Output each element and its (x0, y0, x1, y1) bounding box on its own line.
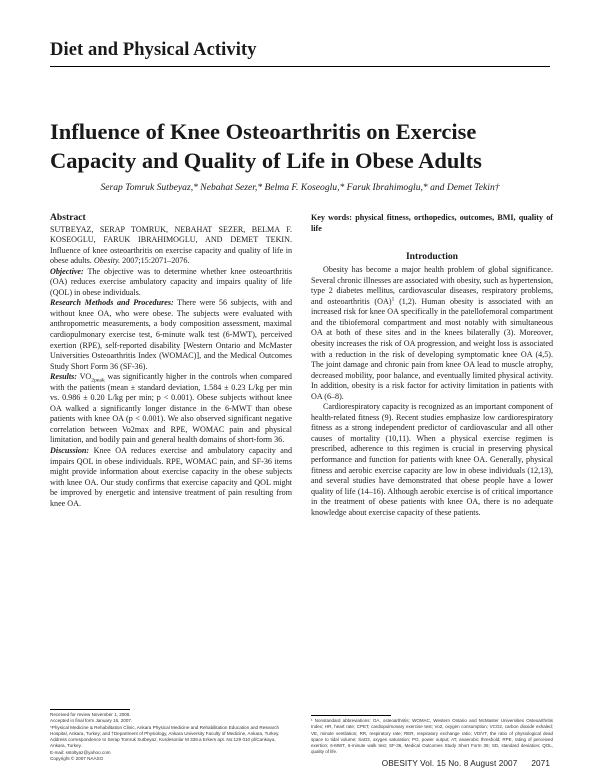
correspondence-note: Address correspondence to Serap Tomruk Sutbeyaz, Kurdesonlar M 339.a Erkem apt. No:129 010 pl/Cankaya, Ankara, Turkey. (50, 737, 276, 749)
abstract-heading: Abstract (50, 212, 86, 223)
abstract-objective (50, 267, 292, 299)
abstract-discussion (50, 446, 292, 509)
results-vo: VO (77, 372, 92, 382)
results-label: Results: (50, 372, 77, 382)
page-footer (382, 759, 550, 768)
abbreviations-text: ¹ Nonstandard abbreviations: OA, osteoarthritis; WOMAC, Western Ontario and McMaster Universities Osteoarthritis Index; HR, heart rate; CPET, cardiopulmonary exercise test; Vo2, oxygen consumption; VCO2, carbon dioxide exhaled; VE, minute ventilation; RR, respiratory rate; RER, respiratory exchange ratio; VD/VT, the ratio of physiological dead space to tidal volume; SaO2, oxygen saturation; PO, power output; AT, anaerobic threshold; RPE, rating of perceived exertion; 6-MWT, 6-minute walk test; SF-36, Medical Outcomes Study Short Form 36; SD, standard deviation; QOL, quality of life. (311, 718, 553, 755)
intro-p1-text-b: (1,2). Human obesity is associated with an increased risk for knee OA specifically in the patellofemoral compartment and the tibiofemoral compartment and most notably with simultaneous OA at both of these sites and in the knees bilaterally (3). Moreover, obesity increases the risk of OA progression, and weight loss is associated with a reduction in the risk of developing symptomatic knee OA (4,5). The joint damage and chronic pain from knee OA lead to muscle atrophy, decreased mobility, poor balance, and eventually limited physical activity. In addition, obesity is a risk factor for activity limitation in patients with OA (6–8). (311, 296, 554, 401)
citation-journal: Obesity. (93, 256, 121, 266)
intro-p1-text-a: Obesity has become a major health problem of global significance. Several chronic illnesses are associated with obesity, such as hypertension, type 2 diabetes mellitus, cardiovascular diseases, respiratory problems, and osteoarthritis (OA) (311, 265, 553, 306)
abstract-methods (50, 298, 292, 372)
copyright-note: Copyright © 2007 NAASO (50, 756, 104, 762)
article-footnotes (50, 712, 292, 762)
header-rule (50, 66, 550, 67)
section-heading: Diet and Physical Activity (50, 40, 257, 60)
objective-label: Objective: (50, 266, 84, 276)
discussion-label: Discussion: (50, 446, 90, 456)
methods-text: There were 56 subjects, with and without knee OA, who were obese. The subjects were evaluated with anthropometric measurements, a body composition assessment, maximal cardiopulmonary exercise test, 6-minute walk test (6-MWT), perceived exertion (RPE), self-reported disability [Western Ontario and McMaster Universities Osteoarthritis Index (WOMAC)], and the Medical Outcomes Study Short Form 36 (SF-36). (50, 298, 292, 371)
results-vo-subscript: 2peak (91, 377, 105, 384)
abbrev-footnote-marker: 1 (391, 296, 395, 303)
introduction-heading: Introduction (405, 250, 459, 262)
footnote-rule-left (50, 709, 130, 710)
body-column (311, 213, 553, 518)
abstract-results (50, 372, 292, 446)
received-note: Received for review November 1, 2006. (50, 712, 131, 717)
abstract-column (50, 213, 292, 509)
affiliations-note: *Physical Medicine & Rehabilitation Clinic, Ankara Physical Medicine and Rehabilitation Education and Research Hospital, Ankara, Turkey; and †Department of Physiology, Ankara University Faculty of Medicine, Ankara, Turkey. (50, 724, 280, 736)
citation-volume: 2007;15:2071–2076. (120, 256, 190, 266)
abbreviations-footnote (311, 718, 553, 756)
page-number: 2071 (531, 759, 550, 768)
intro-paragraph-2: Cardiorespiratory capacity is recognized as an important component of health-related fitness (9). Recent studies emphasize low cardiorespiratory fitness as a strong independent predictor of cardiovascular and all other causes of mortality (10,11). When a physical exercise regimen is prescribed, adherence to this regimen is crucial in preserving physical performance and function for patients with knee OA. Generally, physical fitness and aerobic exercise capacity are low in obese individuals (12,13), and several studies have demonstrated that obese people have a lower quality of life (14–16). Although aerobic exercise is of critical importance in the treatment of obese patients with knee OA, there is no adequate knowledge about exercise capacity of these patients. (311, 402, 553, 517)
title-line-1: Influence of Knee Osteoarthritis on Exercise (50, 119, 477, 144)
article-title (50, 117, 550, 175)
footnote-rule-right (311, 715, 391, 716)
email-note: E-mail: sstoltyaz@yahoo.com (50, 749, 111, 755)
citation-text: SUTBEYAZ, SERAP TOMRUK, NEBAHAT SEZER, BELMA F. KOSEOGLU, FARUK IBRAHIMOGLU, AND DEMET TEKIN. Influence of knee osteoarthritis on exercise capacity and quality of life in obese adults. (50, 224, 292, 266)
author-list: Serap Tomruk Sutbeyaz,* Nebahat Sezer,* Belma F. Koseoglu,* Faruk Ibrahimoglu,* and Demet Tekin† (100, 182, 500, 193)
abstract-citation (50, 225, 292, 267)
intro-paragraph-1 (311, 265, 553, 402)
objective-text: The objective was to determine whether knee osteoarthritis (OA) reduces exercise ambulatory capacity and impairs quality of life (QOL) in obese individuals. (50, 266, 292, 297)
title-line-2: Capacity and Quality of Life in Obese Adults (50, 148, 482, 173)
journal-info: OBESITY Vol. 15 No. 8 August 2007 (381, 759, 518, 768)
methods-label: Research Methods and Procedures: (50, 298, 174, 308)
results-text: was significantly higher in the controls when compared with the patients (mean ± standard deviation, 1.584 ± 0.23 L/kg per min vs. 0.986 ± 0.20 L/kg per min; p < 0.001). Obese subjects without knee OA walked a significantly longer distance in the 6-MWT than obese patients with knee OA (p < 0.001). We also observed significant negative correlation between Vo2max and RPE, WOMAC pain and physical limitation, and bodily pain and general health domains of short-form 36. (50, 372, 292, 445)
accepted-note: Accepted in final form January 16, 2007. (50, 718, 133, 724)
discussion-text: Knee OA reduces exercise and ambulatory capacity and impairs QOL in obese individuals. RPE, WOMAC pain, and SF-36 items might provide information about exercise capacity in the obese subjects with knee OA. Our study confirms that exercise capacity and QOL might be improved by energetic and intensive treatment of pain resulting from knee OA. (50, 446, 292, 508)
keywords: Key words: physical fitness, orthopedics, outcomes, BMI, quality of life (311, 213, 553, 233)
